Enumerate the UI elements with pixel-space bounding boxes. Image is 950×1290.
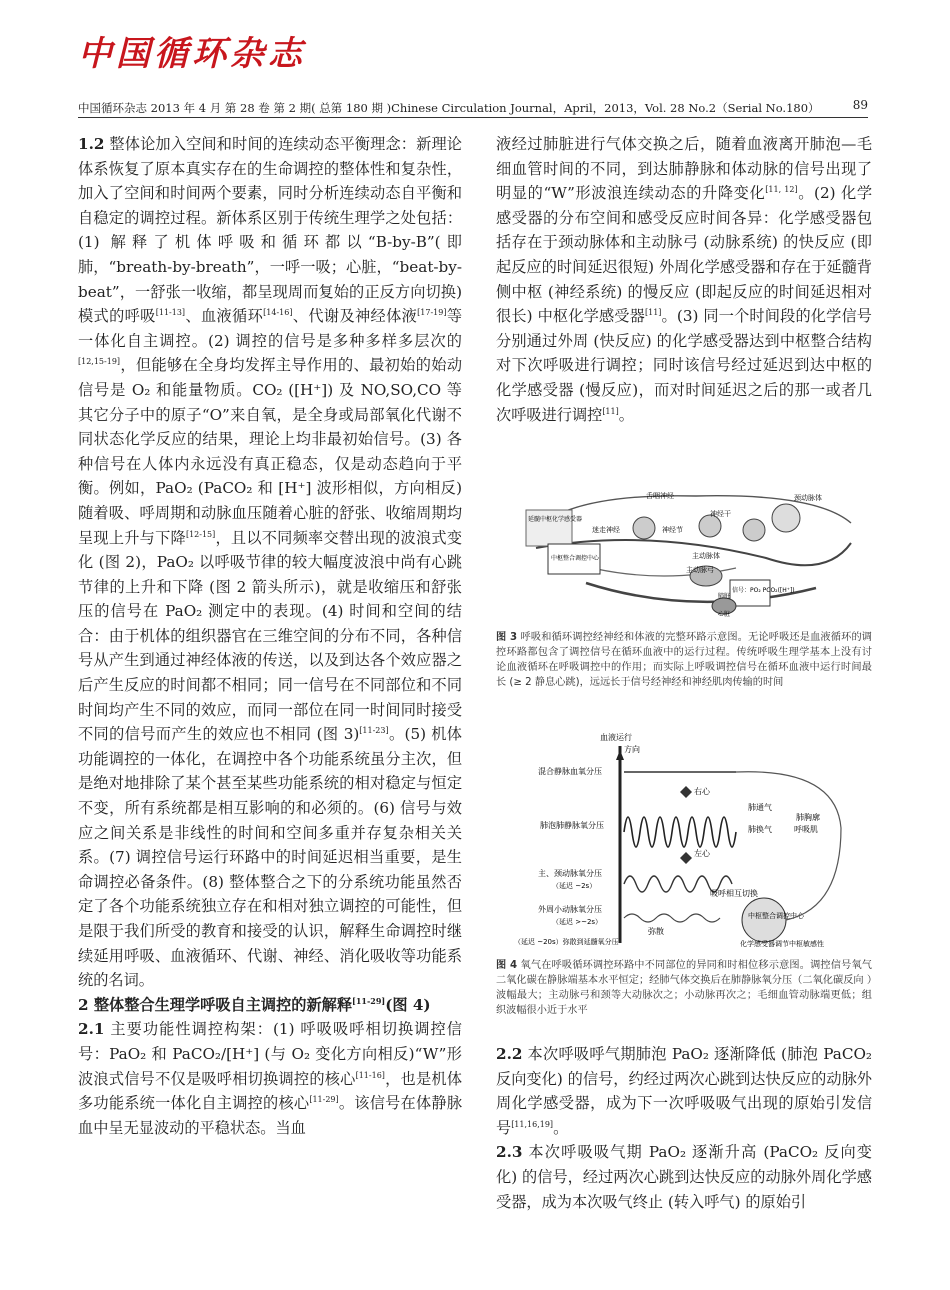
text-run: 。(5) 机体功能调控的一体化，在调控中各个功能系统虽分主次，但是绝对地排除了某个甚至某些功能系统的相对稳定与恒定不变，所有系统都是相互影响的和必须的。(6) 信号与效应之间关系是非线性的时间和空间多重并存复杂相关关系。(7) 调控信号运行环路中的时间延迟相当重要，是生命调控必备条件。(8) 整体整合之下的分系统功能虽然否定了各个功能系统独立存在和相对独立调控的可能性，但是限于我们所受的教育和接受的认识，解释生命调控时继续延用呼吸、血液循环、代谢、神经、消化吸收等功能系统的名词。: [78, 725, 462, 990]
citation: [11-23]: [359, 726, 389, 736]
section-2-heading: [78, 993, 462, 1018]
citation: [11-13]: [155, 308, 186, 318]
label-delay-gt2: （延迟 >~2s）: [552, 918, 603, 926]
running-head: 中国循环杂志 2013 年 4 月 第 28 卷 第 2 期( 总第 180 期 )Chinese Circulation Journal，April，2013，Vol. 28 No.2（Serial No.180）: [78, 101, 820, 115]
label-lung-chest: 肺胸廓: [796, 813, 820, 822]
heading-text: (图 4): [385, 995, 431, 1014]
label-direction: 方向: [624, 745, 640, 754]
section-number: 2.3: [496, 1143, 523, 1162]
label-peripheral: 外周小动脉氧分压: [538, 905, 602, 914]
peripheral-wave: [624, 914, 720, 922]
caption-title: 图 3: [496, 632, 518, 643]
pulmonary-vein-wave: [624, 817, 736, 847]
citation: [12,15-19]: [78, 357, 121, 367]
figure-4-caption: [496, 958, 872, 1018]
citation: [11]: [602, 406, 619, 416]
axis-arrow: [616, 750, 624, 760]
figure-3-diagram: [496, 488, 872, 620]
text-run: 。该信号在体静脉血中呈无显波动的平稳状态。当血: [78, 1094, 463, 1137]
text-run: 本次呼吸吸气期 PaO₂ 逐渐升高 (PaCO₂ 反向变化) 的信号，经过两次心跳到达快反应的动脉外周化学感受器，成为本次吸气终止 (转入呼气) 的原始引: [496, 1143, 872, 1211]
label-lung-ventilation: 肺通气: [748, 803, 772, 812]
caption-text: 氧气在呼吸循环调控环路中不同部位的异同和时相位移示意图。调控信号氧气二氧化碳在静脉端基本水平恒定；经肺气体交换后在肺静脉氧分压（二氧化碳反向 ）波幅最大；主动脉弓和颈等大动脉次之；小动脉再次之；毛细血管动脉端更低；组织波幅很小近于水平: [496, 960, 872, 1016]
label-switch: 吸呼相互切换: [710, 889, 758, 898]
label-central-sensor: 延髓中枢化学感受器: [528, 516, 583, 523]
label-carotid-artery: 主、颈动脉氧分压: [538, 869, 602, 878]
label-lung-exchange: 肺换气: [748, 825, 772, 834]
citation: [11]: [644, 308, 662, 318]
text-run: 整体论加入空间和时间的连续动态平衡理念：新理论体系恢复了原本真实存在的生命调控的整体性和复杂性，加入了空间和时间两个要素，同时分析连续动态自平衡和自稳定的调控过程。新体系区别于传统生理学之处包括：(1) 解释了机体呼吸和循环都以“B-by-B”(即肺，“breath-by-breath”，一呼一吸；心脏，“beat-by-beat”，一舒张一收缩，都呈现周而复始的正反方向切换) 模式的呼吸: [78, 135, 462, 326]
label-arch: 主动脉弓: [686, 566, 714, 574]
citation: [11,16,19]: [511, 1119, 554, 1129]
label-carotid: 颈动脉体: [794, 494, 822, 502]
label-medulla-delay: （延迟 ~20s）弥散到延髓氧分压: [514, 938, 619, 946]
section-2-1-paragraph: [78, 1017, 462, 1140]
label-flow: 血液运行: [600, 733, 632, 742]
label-central-sense: 化学感受器调节中枢敏感性: [740, 940, 824, 948]
text-run: 液经过肺脏进行气体交换之后，随着血液离开肺泡—毛细血管时间的不同，到达肺静脉和体动脉的信号出现了明显的“W”形波浪连续动态的升降变化: [496, 135, 872, 203]
label-aorta: 主动脉体: [692, 552, 720, 560]
caption-text: 呼吸和循环调控经神经和体液的完整环路示意图。无论呼吸还是血液循环的调控环路都包含了调控信号在循环血液中的运行过程。传统呼吸生理学基本上没有讨论血液循环在呼吸调控中的作用；而实际上呼吸调控信号在循环血液中运行时间最长 (≥ 2 静息心跳)，远远长于信号经神经和神经肌肉传输的时间: [496, 632, 872, 688]
text-run: ，且以不同频率交替出现的波浪式变化 (图 2)，PaO₂ 以呼吸节律的较大幅度波浪中尚有心跳节律的上升和下降 (图 2 箭头所示)，就是收缩压和舒张压的信号在 PaO₂ 测定中的表现。(4) 时间和空间的结合：由于机体的组织器官在三维空间的分布不同，各种信号从产生到通过神经体液的传送，以及到达各个效应器之后产生反应的时间都不相同；同一信号在不同部位和不同时间均产生不同的效应，而同一部位在同一时间同时接受不同的信号而产生的效应也不相同 (图 3): [78, 528, 463, 744]
label-signal: 信号：PO₂ PCO₂([H⁺]): [732, 587, 795, 594]
section-number: 1.2: [78, 135, 105, 153]
label-center: 中枢整合调控中心: [551, 555, 600, 562]
label-glossopharyngeal: 舌咽神经: [646, 492, 674, 500]
citation: [11, 12]: [765, 185, 798, 195]
right-column-top: [496, 132, 872, 427]
text-run: 。(2) 化学感受器的分布空间和感受反应时间各异：化学感受器包括存在于颈动脉体和主动脉弓 (动脉系统) 的快反应 (即起反应的时间延迟很短) 外周化学感受器和存在于延髓背侧中枢 (神经系统) 的慢反应 (即起反应的时间延迟相对很长) 中枢化学感受器: [496, 184, 873, 326]
figure-4-diagram: [496, 728, 872, 950]
text-run: 本次呼吸呼气期肺泡 PaO₂ 逐渐降低 (肺泡 PaCO₂ 反向变化) 的信号，约经过两次心跳到达快反应的动脉外周化学感受器，成为下一次呼吸吸气出现的原始引发信号: [496, 1045, 872, 1137]
label-mixed-venous: 混合静脉血氧分压: [538, 767, 602, 776]
label-right-heart: 右心: [694, 787, 710, 796]
label-resp-muscle: 呼吸肌: [794, 825, 818, 834]
center-circle: [742, 898, 786, 942]
header-rule: [78, 117, 868, 118]
section-number: 2.1: [78, 1020, 105, 1039]
caption-title: 图 4: [496, 960, 518, 971]
citation: [11-29]: [352, 995, 386, 1006]
label-ganglion: 神经节: [662, 526, 683, 534]
label-pulmonary-vein: 肺泡肺静脉氧分压: [540, 821, 604, 830]
text-run: 。(3) 同一个时间段的化学信号分别通过外周 (快反应) 的化学感受器达到中枢整合结构对下次呼吸进行调控；同时该信号经过延迟到达中枢的化学感受器 (慢反应)，而对时间延迟之后的那一或者几次呼吸进行调控: [496, 307, 872, 424]
label-delay-2: （延迟 ~2s）: [552, 882, 597, 890]
carotid-body-icon: [772, 504, 800, 532]
citation: [11-16]: [355, 1070, 385, 1080]
page-number: 89: [852, 98, 868, 112]
left-heart-icon: [680, 852, 692, 864]
figure-4: [496, 728, 872, 1018]
label-center: 中枢整合调控中心: [748, 912, 804, 920]
ganglion-icon: [633, 517, 655, 539]
nerve-trunk-icon: [743, 519, 765, 541]
label-heart: 心脏: [718, 611, 731, 618]
text-run: 、代谢及神经体液: [292, 307, 418, 326]
text-run: 主要功能性调控构架：(1) 呼吸吸呼相切换调控信号：PaO₂ 和 PaCO₂/[H⁺] (与 O₂ 变化方向相反)“W”形波浪式信号不仅是吸呼相切换调控的核心: [78, 1020, 462, 1088]
label-lung: 肺脏: [718, 593, 731, 600]
section-1-2-paragraph: [78, 132, 462, 993]
text-run: 等一体化自主调控。(2) 调控的信号是多种多样多层次的: [78, 307, 463, 350]
citation: [12-15]: [185, 529, 216, 539]
label-vagus: 迷走神经: [592, 526, 620, 534]
text-run: ，也是机体多功能系统一体化自主调控的核心: [78, 1069, 463, 1113]
section-number: 2.2: [496, 1045, 523, 1063]
text-run: ，但能够在全身均发挥主导作用的、最初始的始动信号是 O₂ 和能量物质。CO₂ ([H⁺]) 及 NO,SO,CO 等其它分子中的原子“O”来自氧，是全身或局部氧化代谢不同状态化学反应的结果，理论上均非最初始信号。(3) 各种信号在人体内永远没有真正稳态，仅是动态趋向于平衡。例如，PaO₂ (PaCO₂ 和 [H⁺] 波形相似，方向相反) 随着吸、呼周期和动脉血压随着心脏的舒张、收缩周期均呈现上升与下降: [78, 356, 462, 547]
figure-3: [496, 488, 872, 690]
label-nerve-trunk: 神经干: [710, 510, 731, 518]
figure-3-caption: [496, 630, 872, 690]
continued-paragraph: [496, 132, 872, 427]
left-column: [78, 132, 462, 1140]
text-run: 。: [618, 405, 634, 424]
section-2-2-paragraph: [496, 1042, 872, 1140]
right-heart-icon: [680, 786, 692, 798]
citation: [11-29]: [309, 1095, 339, 1105]
citation: [14-16]: [263, 308, 293, 318]
text-run: 、血液循环: [185, 307, 264, 326]
heading-text: 2 整体整合生理学呼吸自主调控的新解释: [78, 995, 353, 1014]
right-column-bottom: [496, 1042, 872, 1214]
ganglion-icon: [699, 515, 721, 537]
label-diffuse: 弥散: [648, 927, 664, 936]
section-2-3-paragraph: [496, 1140, 872, 1214]
journal-logo: 中国循环杂志: [78, 34, 306, 74]
citation: [17-19]: [417, 308, 447, 318]
label-left-heart: 左心: [694, 849, 710, 858]
text-run: 。: [553, 1118, 569, 1137]
